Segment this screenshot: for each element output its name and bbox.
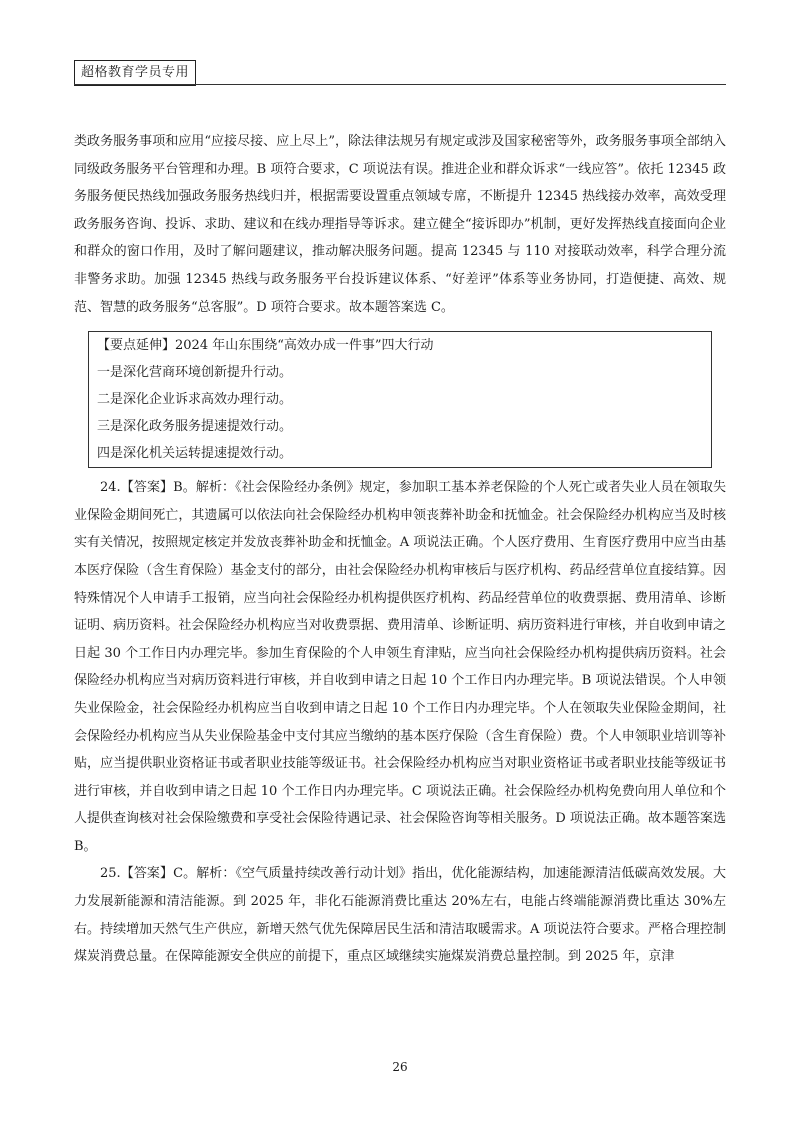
key-point-title: 【要点延伸】2024 年山东围绕“高效办成一件事”四大行动 bbox=[97, 338, 434, 354]
answer-24: 24.【答案】B。解析：《社会保险经办条例》规定，参加职工基本养老保险的个人死亡或者失业人员在领取失业保险金期间死亡，其遗属可以依法向社会保险经办机构申领丧葬补助金和抚恤金。社会保险经办机构应当及时核实有关情况，按照规定核定并发放丧葬补助金和抚恤金。A 项说法正确。个人医疗费用、生育医疗费用中应当由基本医疗保险（含生育保险）基金支付的部分，由社会保险经办机构审核后与医疗机构、药品经营单位直接结算。因特殊情况个人申请手工报销，应当向社会保险经办机构提供医疗机构、药品经营单位的收费票据、费用清单、诊断证明、病历资料。社会保险经办机构应当对收费票据、费用清单、诊断证明、病历资料进行审核，并自收到申请之日起 30 个工作日内办理完毕。参加生育保险的个人申领生育津贴，应当向社会保险经办机构提供病历资料。社会保险经办机构应当对病历资料进行审核，并自收到申请之日起 10 个工作日内办理完毕。B 项说法错误。个人申领失业保险金，社会保险经办机构应当自收到申请之日起 10 个工作日内办理完毕。个人在领取失业保险金期间，社会保险经办机构应当从失业保险基金中支付其应当缴纳的基本医疗保险（含生育保险）费。个人申领职业培训等补贴，应当提供职业资格证书或者职业技能等级证书。社会保险经办机构应当对职业资格证书或者职业技能等级证书进行审核，并自收到申请之日起 10 个工作日内办理完毕。C 项说法正确。社会保险经办机构免费向用人单位和个人提供查询核对社会保险缴费和享受社会保险待遇记录、社会保险咨询等相关服务。D 项说法正确。故本题答案选 B。 bbox=[74, 480, 726, 854]
key-point-item: 一是深化营商环境创新提升行动。 bbox=[97, 365, 293, 381]
key-point-item: 四是深化机关运转提速提效行动。 bbox=[97, 446, 293, 462]
header-tag: 超格教育学员专用 bbox=[74, 60, 196, 86]
key-point-item: 二是深化企业诉求高效办理行动。 bbox=[97, 392, 293, 408]
document-body bbox=[74, 128, 726, 971]
key-point-box bbox=[88, 331, 712, 468]
header-divider bbox=[74, 84, 726, 85]
paragraph-intro: 类政务服务事项和应用“应接尽接、应上尽上”，除法律法规另有规定或涉及国家秘密等外，政务服务事项全部纳入同级政务服务平台管理和办理。B 项符合要求，C 项说法有误。推进企业和群众诉求“一线应答”。依托 12345 政务服务便民热线加强政务服务热线归并，根据需要设置重点领域专席，不断提升 12345 热线接办效率，高效受理政务服务咨询、投诉、求助、建议和在线办理指导等诉求。建立健全“接诉即办”机制，更好发挥热线直接面向企业和群众的窗口作用，及时了解问题建议，推动解决服务问题。提高 12345 与 110 对接联动效率，科学合理分流非警务求助。加强 12345 热线与政务服务平台投诉建议体系、“好差评”体系等业务协同，打造便捷、高效、规范、智慧的政务服务“总客服”。D 项符合要求。故本题答案选 C。 bbox=[74, 134, 726, 315]
key-point-item: 三是深化政务服务提速提效行动。 bbox=[97, 419, 293, 435]
page-number: 26 bbox=[392, 1060, 408, 1074]
answer-25: 25.【答案】C。解析：《空气质量持续改善行动计划》指出，优化能源结构，加速能源清洁低碳高效发展。大力发展新能源和清洁能源。到 2025 年，非化石能源消费比重达 20%左右，电能占终端能源消费比重达 30%左右。持续增加天然气生产供应，新增天然气优先保障居民生活和清洁取暖需求。A 项说法符合要求。严格合理控制煤炭消费总量。在保障能源安全供应的前提下，重点区域继续实施煤炭消费总量控制。到 2025 年，京津 bbox=[74, 866, 726, 965]
